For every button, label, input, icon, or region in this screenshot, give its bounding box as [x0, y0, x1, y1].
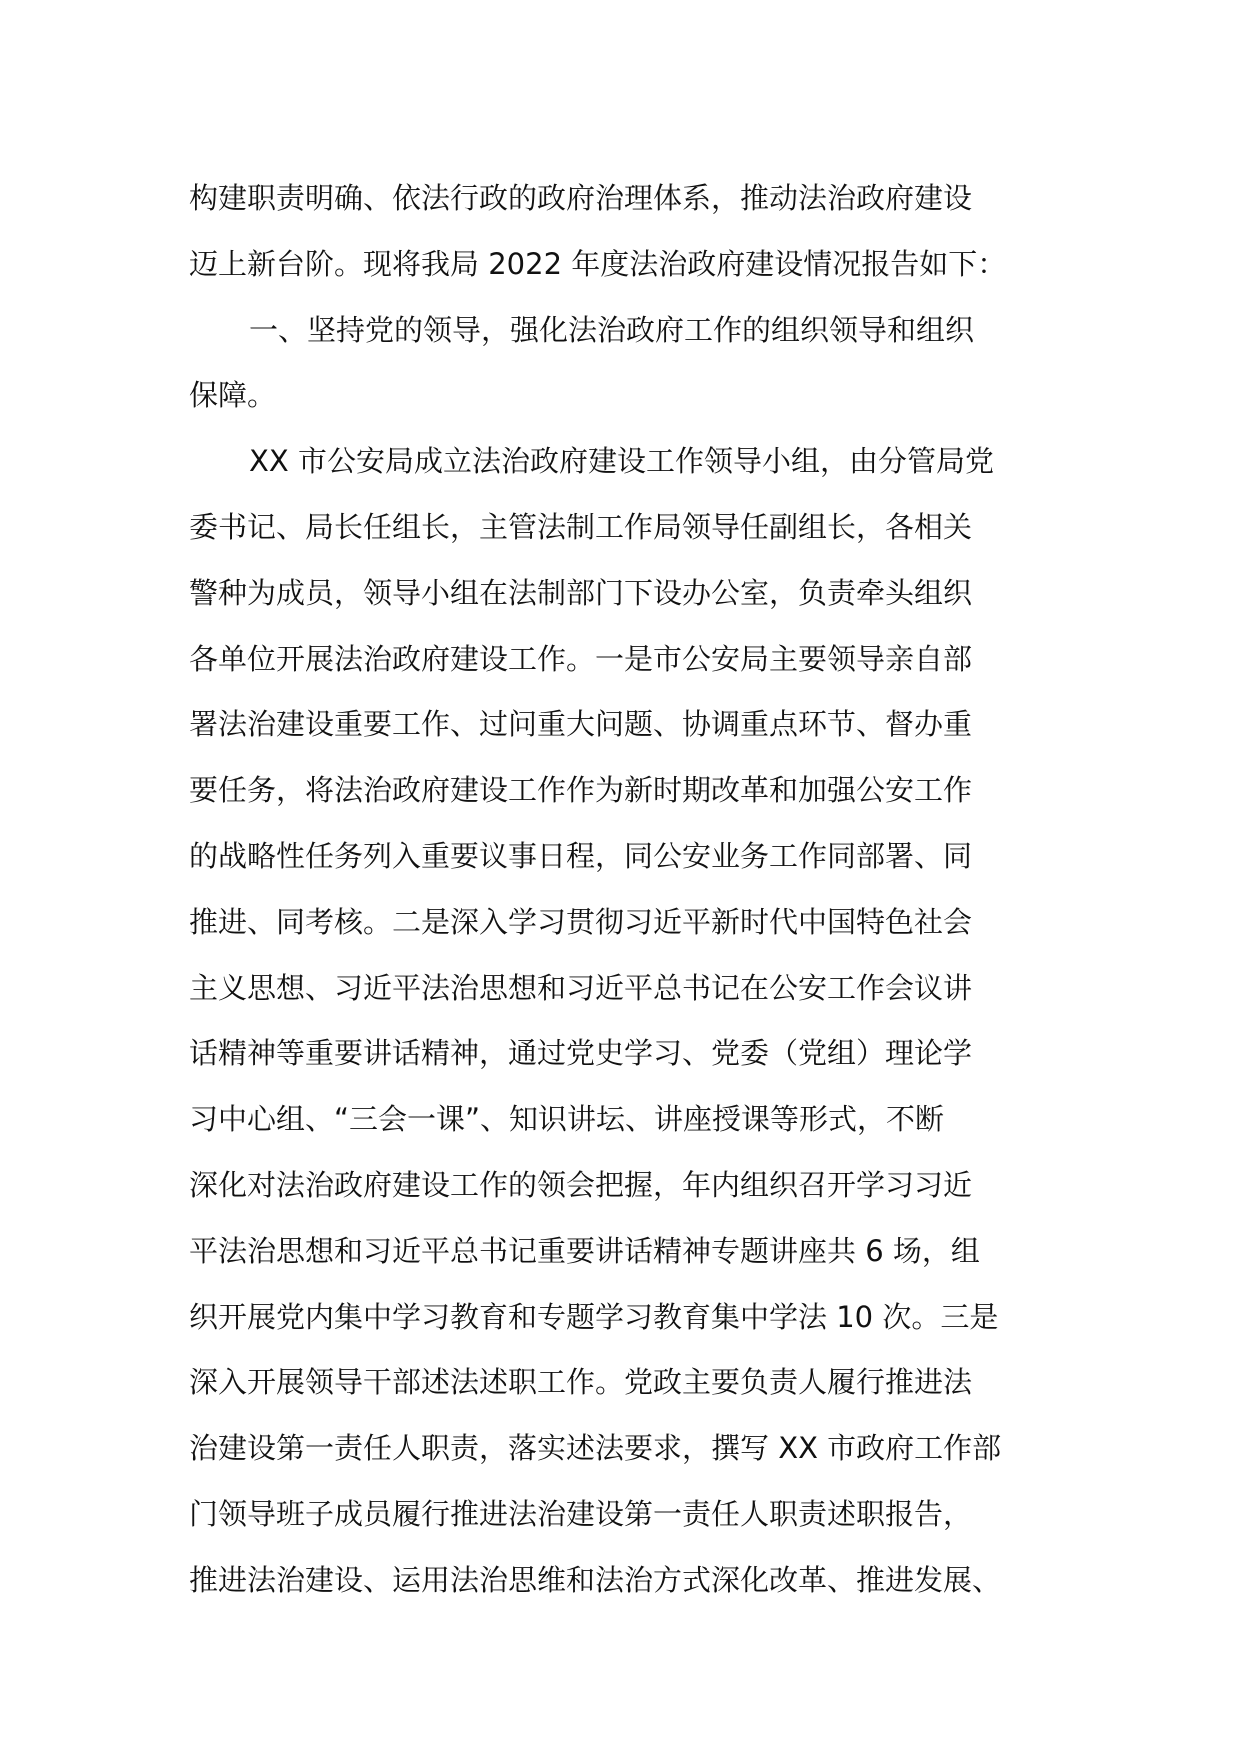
text-line: 织开展党内集中学习教育和专题学习教育集中学法 10 次。三是	[189, 1299, 999, 1334]
section-heading: 一、坚持党的领导，强化法治政府工作的组织领导和组织	[249, 312, 975, 347]
text-line: 推进法治建设、运用法治思维和法治方式深化改革、推进发展、	[189, 1562, 1002, 1597]
text-line: 委书记、局长任组长，主管法制工作局领导任副组长，各相关	[189, 509, 973, 544]
text-line: 治建设第一责任人职责，落实述法要求，撰写 XX 市政府工作部	[189, 1431, 1002, 1466]
text-line: 署法治建设重要工作、过问重大问题、协调重点环节、督办重	[189, 707, 973, 742]
text-line: 深化对法治政府建设工作的领会把握，年内组织召开学习习近	[189, 1167, 973, 1202]
text-line: 门领导班子成员履行推进法治建设第一责任人职责述职报告，	[189, 1496, 973, 1531]
text-line: 警种为成员，领导小组在法制部门下设办公室，负责牵头组织	[189, 575, 973, 610]
text-line: 的战略性任务列入重要议事日程，同公安业务工作同部署、同	[189, 838, 973, 873]
text-line: 构建职责明确、依法行政的政府治理体系，推动法治政府建设	[189, 181, 973, 215]
paragraph-start: XX 市公安局成立法治政府建设工作领导小组，由分管局党	[249, 444, 994, 479]
section-heading-continued: 保障。	[189, 378, 277, 413]
text-line: 习中心组、“三会一课”、知识讲坛、讲座授课等形式，不断	[189, 1102, 945, 1137]
text-line: 深入开展领导干部述法述职工作。党政主要负责人履行推进法	[189, 1365, 973, 1400]
text-line: 各单位开展法治政府建设工作。一是市公安局主要领导亲自部	[189, 641, 973, 676]
text-line: 推进、同考核。二是深入学习贯彻习近平新时代中国特色社会	[189, 904, 973, 939]
report-body	[189, 166, 1055, 1614]
text-line: 迈上新台阶。现将我局 2022 年度法治政府建设情况报告如下：	[189, 246, 1007, 281]
text-line: 平法治思想和习近平总书记重要讲话精神专题讲座共 6 场，组	[189, 1233, 980, 1268]
text-line: 主义思想、习近平法治思想和习近平总书记在公安工作会议讲	[189, 970, 973, 1005]
text-line: 要任务，将法治政府建设工作作为新时期改革和加强公安工作	[189, 773, 973, 808]
text-line: 话精神等重要讲话精神，通过党史学习、党委（党组）理论学	[189, 1036, 973, 1071]
